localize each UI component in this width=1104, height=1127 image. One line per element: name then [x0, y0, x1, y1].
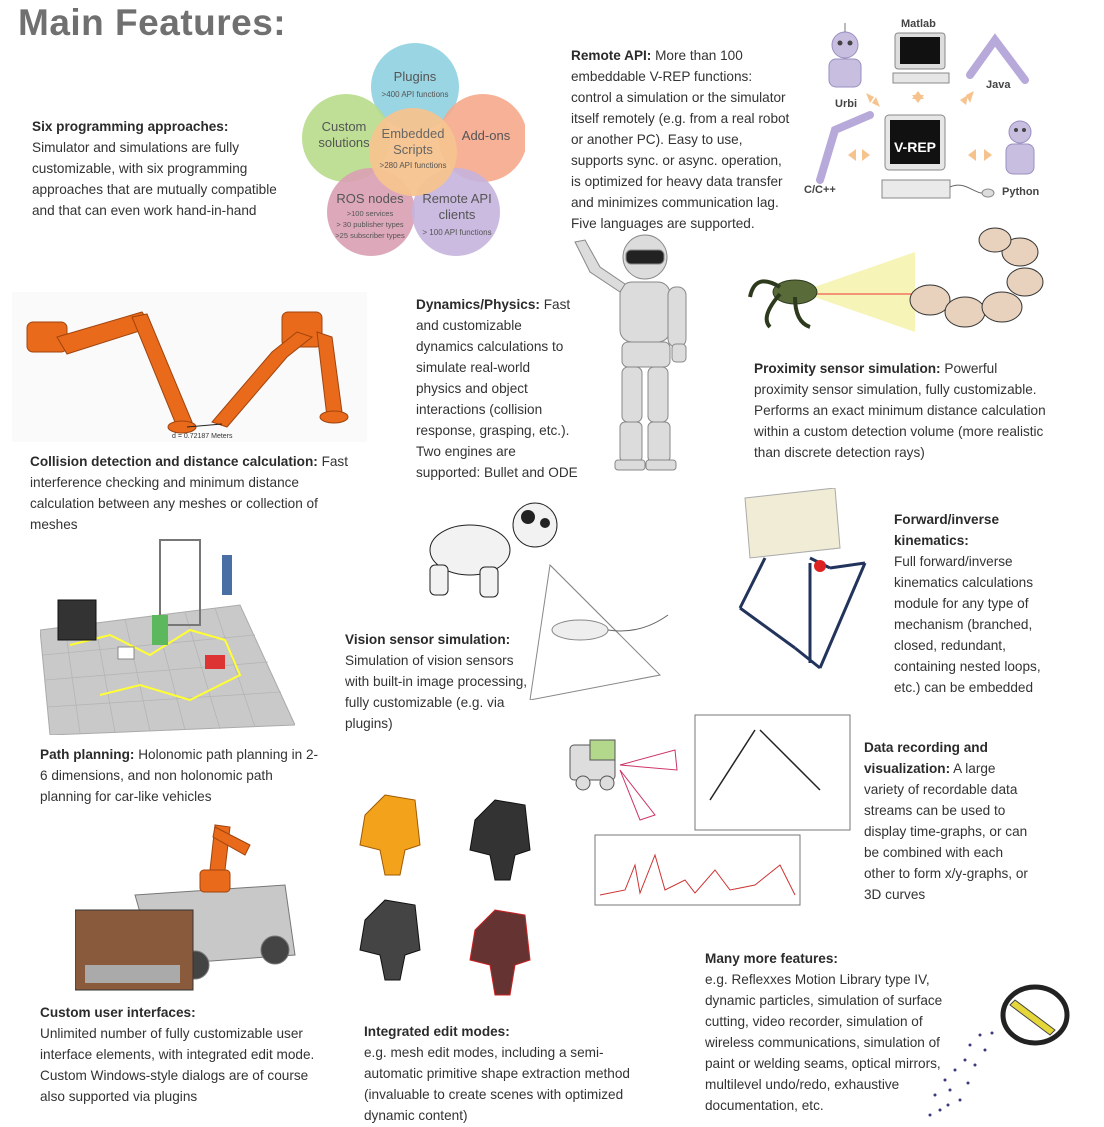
java-arm-icon — [970, 40, 1025, 80]
vision-text — [345, 629, 535, 734]
collision-robots-image — [12, 292, 367, 442]
page-title: Main Features: — [18, 2, 287, 43]
kinematics-body: Full forward/inverse kinematics calculations module for any type of mechanism (branched, closed, redundant, containing nested loops, etc.) can be embedded — [894, 554, 1041, 695]
remote-sub: > 100 API functions — [422, 228, 492, 237]
ros-label: ROS nodes — [336, 191, 404, 206]
custom-ui-text — [40, 1002, 325, 1107]
ros-sub-2: > 30 publisher types — [336, 220, 404, 229]
programming-approaches-diagram — [300, 42, 525, 262]
particles-image — [920, 975, 1080, 1125]
path-planning-scene-image — [40, 535, 295, 735]
edit-modes-image — [340, 790, 540, 1005]
data-recording-text — [864, 737, 1034, 905]
embedded-label-1: Embedded — [381, 126, 445, 141]
many-more-body: e.g. Reflexxes Motion Library type IV, dynamic particles, simulation of surface cutting, video recorder, simulation of wireless communications, simulation of paint or welding seams, optical mirrors, multilevel undo/redo, exhaustive documentation, etc. — [705, 972, 943, 1113]
custom-label-2: solutions — [318, 135, 370, 150]
embedded-label-2: Scripts — [393, 142, 433, 157]
edit-modes-text — [364, 1021, 654, 1126]
proximity-text — [754, 358, 1054, 463]
proximity-heading: Proximity sensor simulation: — [754, 361, 941, 376]
remote-label-2: clients — [438, 207, 476, 222]
plugins-label: Plugins — [393, 69, 437, 84]
path-planning-heading: Path planning: — [40, 747, 135, 762]
plugins-sub: >400 API functions — [381, 90, 449, 99]
data-recording-body: A large variety of recordable data streams can be used to display time-graphs, or can be combined with each other to form x/y-graphs, or 3D curves — [864, 761, 1028, 902]
matlab-label: Matlab — [901, 18, 936, 30]
custom-ui-body: Unlimited number of fully customizable user interface elements, with integrated edit mode. Custom Windows-style dialogs are of course also supported via plugins — [40, 1026, 315, 1104]
delta-robot-image — [725, 488, 885, 678]
dynamics-text — [416, 294, 578, 483]
remote-label-1: Remote API — [422, 191, 492, 206]
matlab-computer-icon — [893, 33, 949, 83]
vrep-center-label: V-REP — [893, 139, 937, 155]
humanoid-robot-image — [560, 232, 725, 477]
urbi-robot-icon — [829, 23, 861, 87]
custom-label-1: Custom — [321, 119, 367, 134]
proximity-body: Powerful proximity sensor simulation, fully customizable. Performs an exact minimum distance calculation within a custom detection volume (more realistic than discrete detection rays) — [754, 361, 1046, 460]
data-recording-image — [565, 705, 855, 910]
vrep-computer-icon — [882, 115, 994, 198]
java-label: Java — [986, 79, 1011, 91]
cpp-arm-icon — [820, 115, 870, 180]
dynamics-body: Fast and customizable dynamics calculations to simulate real-world physics and object interactions (collision response, grasping, etc.). Two engines are supported: Bullet and ODE — [416, 297, 578, 480]
remote-api-body: More than 100 embeddable V-REP functions: control a simulation or the simulator itself remotely (e.g. from a real robot or another PC). Easy to use, supports sync. or async. operation, is optimized for heavy data transfer and minimizes communication lag. Five languages are supported. — [571, 48, 790, 231]
python-robot-icon — [1006, 121, 1034, 174]
dynamics-heading: Dynamics/Physics: — [416, 297, 540, 312]
python-label: Python — [1002, 186, 1040, 198]
custom-ui-heading: Custom user interfaces: — [40, 1005, 196, 1020]
path-planning-text — [40, 744, 320, 807]
kinematics-heading: Forward/inverse kinematics: — [894, 512, 1000, 548]
ros-sub-3: >25 subscriber types — [335, 231, 405, 240]
cpp-label: C/C++ — [804, 184, 836, 196]
addons-label: Add-ons — [461, 128, 511, 143]
many-more-heading: Many more features: — [705, 951, 838, 966]
distance-label: d = 0.72187 Meters — [172, 433, 233, 440]
embedded-sub: >280 API functions — [379, 161, 447, 170]
collision-heading: Collision detection and distance calculation: — [30, 454, 318, 469]
kinematics-text — [894, 509, 1064, 698]
ros-sub-1: >100 services — [346, 209, 394, 218]
remote-api-text — [571, 45, 793, 234]
remote-api-heading: Remote API: — [571, 48, 652, 63]
vision-heading: Vision sensor simulation: — [345, 632, 511, 647]
remote-api-diagram — [800, 15, 1055, 215]
six-programming-text — [32, 116, 287, 221]
vision-body: Simulation of vision sensors with built-in image processing, fully customizable (e.g. via plugins) — [345, 653, 528, 731]
custom-ui-robot-image — [75, 815, 300, 993]
edit-modes-heading: Integrated edit modes: — [364, 1024, 510, 1039]
urbi-label: Urbi — [835, 98, 857, 110]
proximity-sensor-image — [740, 222, 1060, 342]
collision-body: Fast interference checking and minimum distance calculation between any meshes or collection of meshes — [30, 454, 348, 532]
edit-modes-body: e.g. mesh edit modes, including a semi-automatic primitive shape extraction method (invaluable to create scenes with optimized dynamic content) — [364, 1045, 630, 1123]
path-planning-body: Holonomic path planning in 2-6 dimensions, and non holonomic path planning for car-like vehicles — [40, 747, 319, 804]
collision-text — [30, 451, 355, 535]
data-recording-heading: Data recording and visualization: — [864, 740, 988, 776]
six-programming-body: Simulator and simulations are fully customizable, with six programming approaches that are mutually compatible and that can even work hand-in-hand — [32, 140, 277, 218]
six-programming-heading: Six programming approaches: — [32, 119, 229, 134]
